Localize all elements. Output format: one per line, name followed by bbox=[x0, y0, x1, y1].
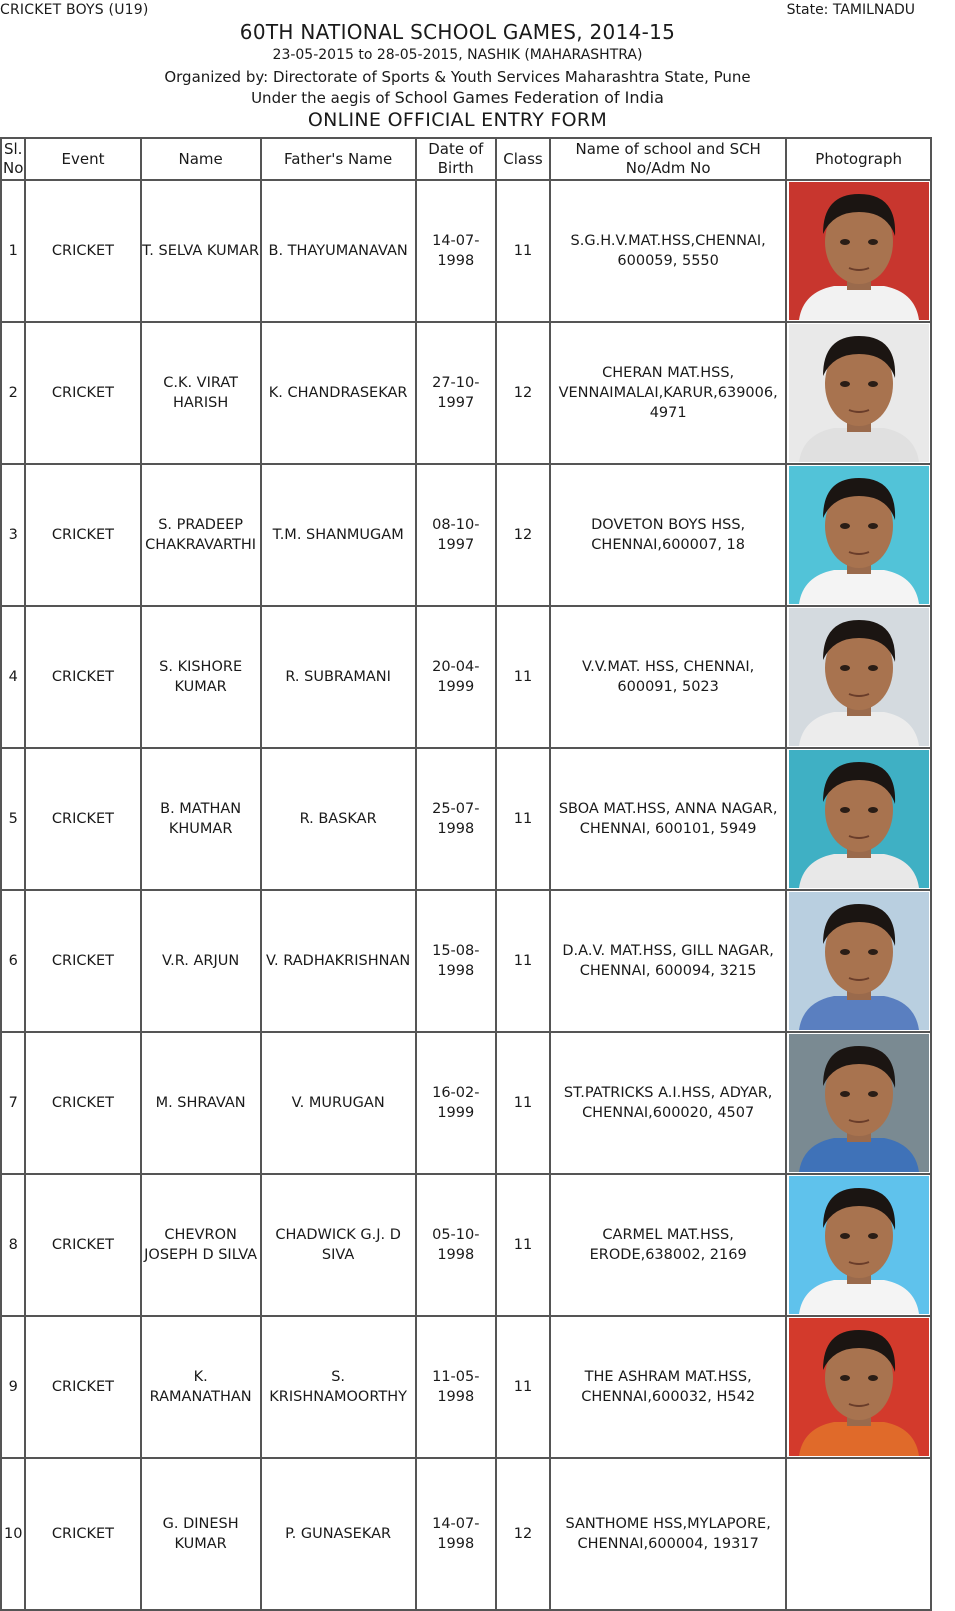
cell-name: K. RAMANATHAN bbox=[141, 1316, 261, 1458]
cell-dob: 14-07-1998 bbox=[416, 1458, 496, 1610]
cell-father-name: P. GUNASEKAR bbox=[261, 1458, 416, 1610]
student-photo bbox=[789, 1318, 929, 1456]
cell-event: CRICKET bbox=[25, 1316, 140, 1458]
cell-class: 12 bbox=[496, 1458, 550, 1610]
state-value: TAMILNADU bbox=[832, 2, 915, 18]
form-title: ONLINE OFFICIAL ENTRY FORM bbox=[307, 109, 608, 131]
table-row bbox=[1, 1316, 931, 1458]
cell-photograph bbox=[786, 748, 931, 890]
cell-dob: 20-04-1999 bbox=[416, 606, 496, 748]
cell-photograph bbox=[786, 180, 931, 322]
cell-class: 11 bbox=[496, 1174, 550, 1316]
cell-name: C.K. VIRAT HARISH bbox=[141, 322, 261, 464]
cell-school: SANTHOME HSS,MYLAPORE, CHENNAI,600004, 19317 bbox=[550, 1458, 786, 1610]
col-event: Event bbox=[25, 138, 140, 180]
cell-event: CRICKET bbox=[25, 1032, 140, 1174]
table-row bbox=[1, 1174, 931, 1316]
state-label: State: bbox=[786, 2, 829, 18]
cell-name: S. KISHORE KUMAR bbox=[141, 606, 261, 748]
cell-father-name: V. RADHAKRISHNAN bbox=[261, 890, 416, 1032]
table-row bbox=[1, 322, 931, 464]
col-school: Name of school and SCH No/Adm No bbox=[550, 138, 786, 180]
table-row bbox=[1, 1458, 931, 1610]
table-row bbox=[1, 748, 931, 890]
student-photo bbox=[789, 466, 929, 604]
cell-class: 11 bbox=[496, 180, 550, 322]
cell-sl: 9 bbox=[1, 1316, 25, 1458]
cell-father-name: R. SUBRAMANI bbox=[261, 606, 416, 748]
cell-father-name: R. BASKAR bbox=[261, 748, 416, 890]
cell-name: G. DINESH KUMAR bbox=[141, 1458, 261, 1610]
table-row bbox=[1, 890, 931, 1032]
col-dob: Date of Birth bbox=[416, 138, 496, 180]
table-row bbox=[1, 606, 931, 748]
aegis-line bbox=[0, 88, 915, 107]
student-photo bbox=[789, 324, 929, 462]
cell-event: CRICKET bbox=[25, 1174, 140, 1316]
category-label: CRICKET BOYS (U19) bbox=[0, 2, 149, 18]
col-class: Class bbox=[496, 138, 550, 180]
cell-event: CRICKET bbox=[25, 890, 140, 1032]
cell-school: V.V.MAT. HSS, CHENNAI, 600091, 5023 bbox=[550, 606, 786, 748]
cell-sl: 8 bbox=[1, 1174, 25, 1316]
cell-sl: 2 bbox=[1, 322, 25, 464]
cell-school: CARMEL MAT.HSS, ERODE,638002, 2169 bbox=[550, 1174, 786, 1316]
cell-school: SBOA MAT.HSS, ANNA NAGAR, CHENNAI, 600101, 5949 bbox=[550, 748, 786, 890]
aegis-prefix: Under the aegis of bbox=[251, 89, 390, 107]
cell-dob: 27-10-1997 bbox=[416, 322, 496, 464]
cell-father-name: CHADWICK G.J. D SIVA bbox=[261, 1174, 416, 1316]
state-info bbox=[787, 2, 915, 18]
event-title: 60TH NATIONAL SCHOOL GAMES, 2014-15 bbox=[239, 20, 676, 44]
cell-name: S. PRADEEP CHAKRAVARTHI bbox=[141, 464, 261, 606]
student-photo bbox=[789, 182, 929, 320]
table-row bbox=[1, 1032, 931, 1174]
cell-name: M. SHRAVAN bbox=[141, 1032, 261, 1174]
aegis-name: School Games Federation of India bbox=[394, 88, 664, 107]
cell-school: THE ASHRAM MAT.HSS, CHENNAI,600032, H542 bbox=[550, 1316, 786, 1458]
student-photo bbox=[789, 1176, 929, 1314]
cell-name: V.R. ARJUN bbox=[141, 890, 261, 1032]
cell-name: T. SELVA KUMAR bbox=[141, 180, 261, 322]
cell-photograph bbox=[786, 890, 931, 1032]
cell-sl: 7 bbox=[1, 1032, 25, 1174]
cell-dob: 05-10-1998 bbox=[416, 1174, 496, 1316]
cell-event: CRICKET bbox=[25, 322, 140, 464]
cell-sl: 3 bbox=[1, 464, 25, 606]
cell-father-name: S. KRISHNAMOORTHY bbox=[261, 1316, 416, 1458]
cell-class: 11 bbox=[496, 1032, 550, 1174]
cell-event: CRICKET bbox=[25, 606, 140, 748]
cell-dob: 08-10-1997 bbox=[416, 464, 496, 606]
cell-dob: 25-07-1998 bbox=[416, 748, 496, 890]
cell-school: D.A.V. MAT.HSS, GILL NAGAR, CHENNAI, 600094, 3215 bbox=[550, 890, 786, 1032]
cell-school: S.G.H.V.MAT.HSS,CHENNAI, 600059, 5550 bbox=[550, 180, 786, 322]
cell-father-name: K. CHANDRASEKAR bbox=[261, 322, 416, 464]
entry-table bbox=[0, 137, 932, 1611]
cell-sl: 10 bbox=[1, 1458, 25, 1610]
cell-sl: 1 bbox=[1, 180, 25, 322]
cell-dob: 11-05-1998 bbox=[416, 1316, 496, 1458]
cell-class: 11 bbox=[496, 606, 550, 748]
cell-photograph bbox=[786, 464, 931, 606]
cell-sl: 5 bbox=[1, 748, 25, 890]
cell-sl: 6 bbox=[1, 890, 25, 1032]
col-father: Father's Name bbox=[261, 138, 416, 180]
cell-photograph bbox=[786, 322, 931, 464]
cell-event: CRICKET bbox=[25, 180, 140, 322]
col-sl: Sl. No bbox=[1, 138, 25, 180]
cell-school: CHERAN MAT.HSS, VENNAIMALAI,KARUR,639006, 4971 bbox=[550, 322, 786, 464]
cell-photograph bbox=[786, 1032, 931, 1174]
cell-event: CRICKET bbox=[25, 1458, 140, 1610]
cell-class: 11 bbox=[496, 890, 550, 1032]
cell-class: 11 bbox=[496, 748, 550, 890]
header-row bbox=[1, 138, 931, 180]
cell-name: B. MATHAN KHUMAR bbox=[141, 748, 261, 890]
cell-school: DOVETON BOYS HSS, CHENNAI,600007, 18 bbox=[550, 464, 786, 606]
cell-class: 11 bbox=[496, 1316, 550, 1458]
cell-dob: 16-02-1999 bbox=[416, 1032, 496, 1174]
cell-sl: 4 bbox=[1, 606, 25, 748]
cell-dob: 15-08-1998 bbox=[416, 890, 496, 1032]
table-row bbox=[1, 180, 931, 322]
cell-event: CRICKET bbox=[25, 464, 140, 606]
cell-photograph bbox=[786, 606, 931, 748]
event-dates: 23-05-2015 to 28-05-2015, NASHIK (MAHARASHTRA) bbox=[272, 47, 643, 63]
cell-dob: 14-07-1998 bbox=[416, 180, 496, 322]
cell-photograph bbox=[786, 1316, 931, 1458]
cell-father-name: V. MURUGAN bbox=[261, 1032, 416, 1174]
cell-father-name: T.M. SHANMUGAM bbox=[261, 464, 416, 606]
cell-photograph bbox=[786, 1458, 931, 1610]
cell-class: 12 bbox=[496, 464, 550, 606]
cell-father-name: B. THAYUMANAVAN bbox=[261, 180, 416, 322]
cell-photograph bbox=[786, 1174, 931, 1316]
cell-class: 12 bbox=[496, 322, 550, 464]
table-row bbox=[1, 464, 931, 606]
organizer-line: Organized by: Directorate of Sports & Youth Services Maharashtra State, Pune bbox=[164, 68, 751, 86]
student-photo bbox=[789, 892, 929, 1030]
cell-event: CRICKET bbox=[25, 748, 140, 890]
cell-name: CHEVRON JOSEPH D SILVA bbox=[141, 1174, 261, 1316]
col-photo: Photograph bbox=[786, 138, 931, 180]
cell-school: ST.PATRICKS A.I.HSS, ADYAR, CHENNAI,600020, 4507 bbox=[550, 1032, 786, 1174]
student-photo bbox=[789, 1034, 929, 1172]
student-photo bbox=[789, 608, 929, 746]
student-photo bbox=[789, 750, 929, 888]
col-name: Name bbox=[141, 138, 261, 180]
